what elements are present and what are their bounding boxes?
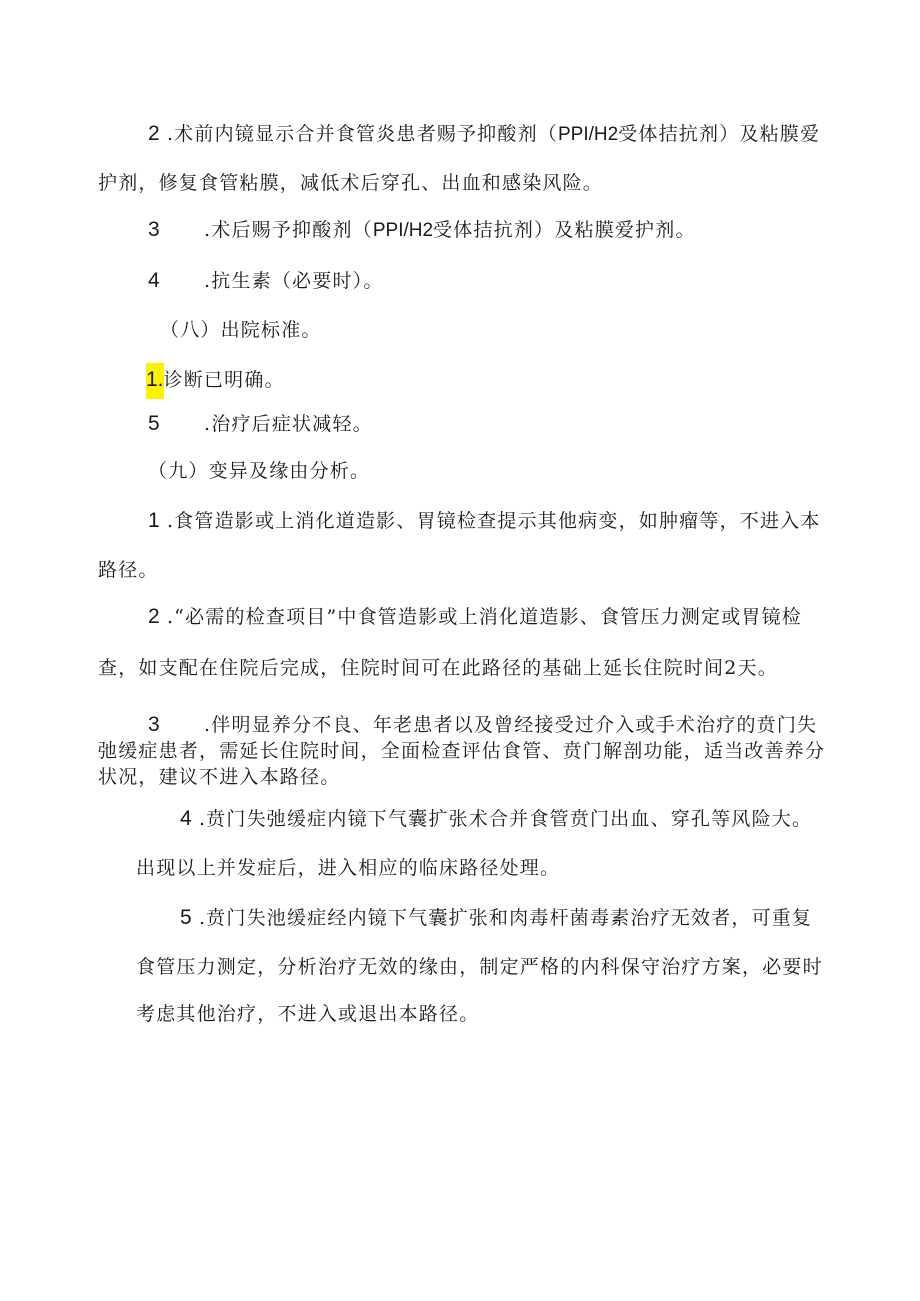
item-antibiotics — [148, 268, 384, 294]
variation-3-line3 — [98, 764, 340, 790]
item-preop-line1 — [148, 121, 820, 148]
variation-2-line1 — [148, 604, 802, 630]
drug-abbrev: PPI/H2 — [557, 124, 619, 145]
item-text: 食管压力测定，分析治疗无效的缘由，制定严格的内科保守治疗方案，必要时 — [136, 956, 823, 978]
variation-4-line2 — [136, 855, 560, 881]
drug-abbrev: PPI/H2 — [372, 220, 434, 241]
heading-text: （九）变异及缘由分析。 — [148, 460, 371, 482]
item-diagnosis — [146, 363, 285, 399]
section-heading-variation — [148, 458, 370, 484]
highlighted-number: 1. — [146, 363, 164, 399]
item-postop — [148, 217, 696, 244]
variation-5-line3 — [136, 1001, 479, 1027]
item-preop-line2 — [98, 170, 603, 196]
variation-5-line2 — [136, 954, 823, 980]
heading-text: （八）出院标准。 — [160, 319, 322, 341]
item-text: 受体拮抗剂）及粘膜爱 — [618, 123, 821, 145]
item-text: 出现以上并发症后，进入相应的临床路径处理。 — [136, 857, 561, 879]
item-text: .治疗后症状减轻。 — [204, 413, 373, 435]
item-text: .“必需的检查项目”中食管造影或上消化道造影、食管压力测定或胃镜检 — [166, 606, 803, 628]
variation-3-line2 — [98, 738, 825, 764]
item-number: 5 — [148, 412, 160, 435]
item-text: 路径。 — [98, 559, 159, 581]
item-number: 5 — [180, 906, 192, 929]
item-number: 4 — [148, 269, 160, 292]
item-text: .伴明显养分不良、年老患者以及曾经接受过介入或手术治疗的贲门失 — [204, 714, 818, 736]
variation-3-line1 — [148, 712, 817, 738]
item-text: .贲门失弛缓症内镜下气囊扩张术合并食管贲门出血、穿孔等风险大。 — [198, 808, 813, 830]
variation-1-line2 — [98, 557, 159, 583]
variation-5-line1 — [180, 905, 812, 931]
item-text: 状况，建议不进入本路径。 — [98, 766, 341, 788]
variation-4-line1 — [180, 806, 812, 832]
item-symptoms — [148, 411, 373, 437]
item-text: .抗生素（必要时）。 — [204, 270, 384, 292]
item-text: 弛缓症患者，需延长住院时间，全面检查评估食管、贲门解剖功能，适当改善养分 — [98, 740, 826, 762]
section-heading-discharge — [160, 317, 322, 343]
item-text: 考虑其他治疗，不进入或退出本路径。 — [136, 1003, 480, 1025]
item-text: 护剂，修复食管粘膜，减低术后穿孔、出血和感染风险。 — [98, 172, 604, 194]
item-text: .贲门失池缓症经内镜下气囊扩张和肉毒杆菌毒素治疗无效者，可重复 — [198, 907, 813, 929]
variation-1-line1 — [148, 508, 821, 534]
item-text: 查，如支配在住院后完成，住院时间可在此路径的基础上延长住院时间2天。 — [98, 657, 778, 679]
item-text: .术后赐予抑酸剂（ — [204, 219, 373, 241]
item-text: .术前内镜显示合并食管炎患者赐予抑酸剂（ — [166, 123, 558, 145]
item-number: 3 — [148, 713, 160, 736]
item-number: 1 — [148, 509, 160, 532]
item-number: 2 — [148, 605, 160, 628]
item-text: 诊断已明确。 — [163, 369, 285, 391]
item-text: 受体拮抗剂）及粘膜爱护剂。 — [433, 219, 696, 241]
item-number: 2 — [148, 122, 160, 145]
item-number: 3 — [148, 218, 160, 241]
item-number: 4 — [180, 807, 192, 830]
item-text: .食管造影或上消化道造影、胃镜检查提示其他病变，如肿瘤等，不进入本 — [166, 510, 821, 532]
variation-2-line2 — [98, 655, 778, 681]
